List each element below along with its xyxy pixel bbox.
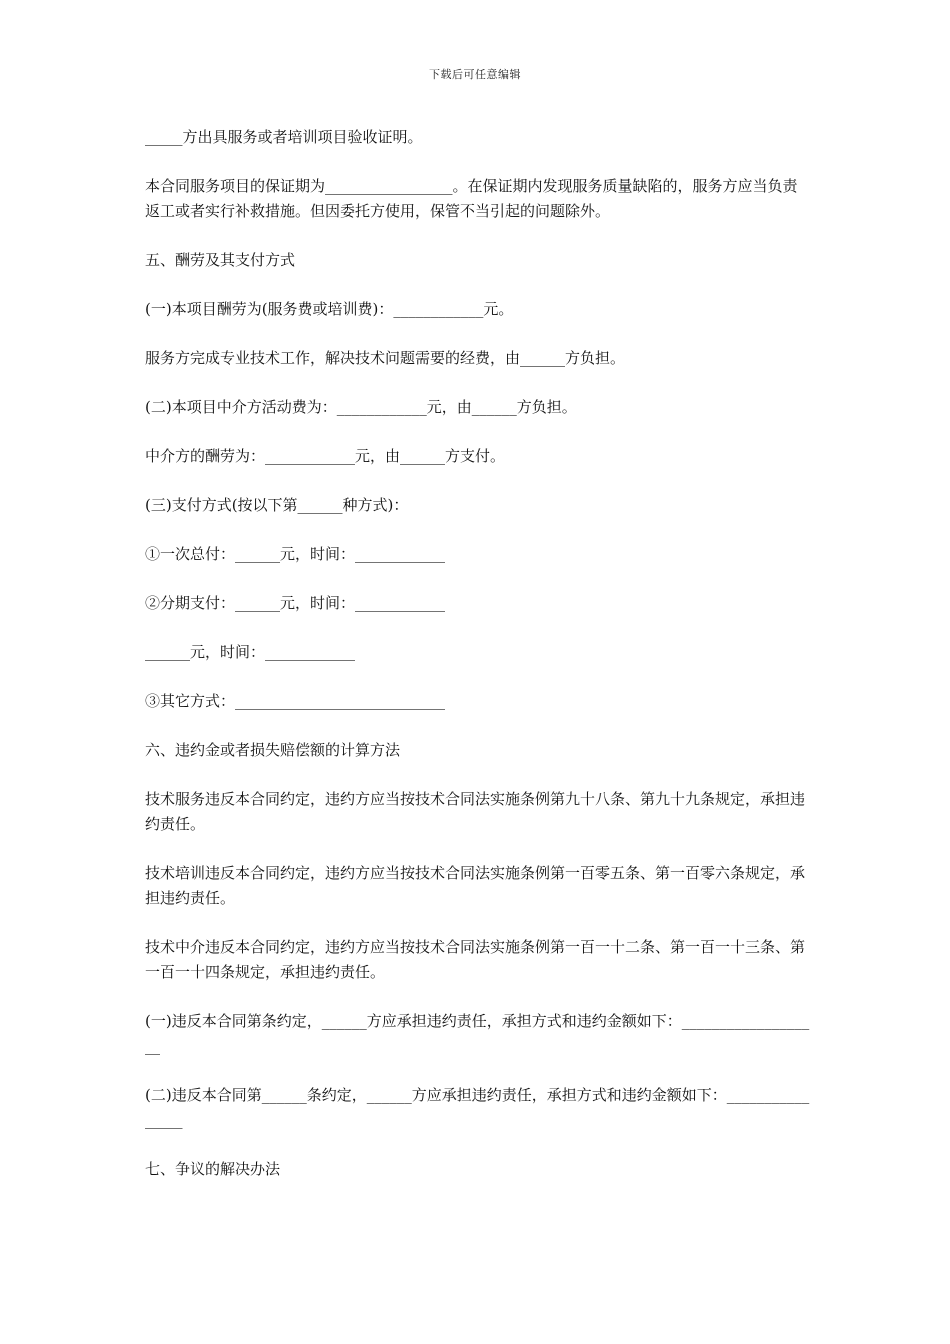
payment-option-installment-second: ______元，时间：____________	[145, 643, 356, 661]
section-heading-dispute: 七、争议的解决办法	[145, 1160, 281, 1178]
page-header: 下载后可任意编辑	[429, 68, 521, 81]
acceptance-certificate-clause: _____方出具服务或者培训项目验收证明。	[145, 128, 423, 146]
technical-expense-clause: 服务方完成专业技术工作，解决技术问题需要的经费，由______方负担。	[145, 349, 626, 367]
penalty-technical-service: 技术服务违反本合同约定，违约方应当按技术合同法实施条例第九十八条、第九十九条规定，承担违约责任。	[145, 790, 806, 833]
breach-clause-one: (一)违反本合同第条约定，______方应承担违约责任，承担方式和违约金额如下：___________________	[145, 1012, 810, 1055]
warranty-period-clause: 本合同服务项目的保证期为_________________。在保证期内发现服务质量缺陷的，服务方应当负责返工或者实行补救措施。但因委托方使用，保管不当引起的问题除外。	[145, 177, 798, 220]
intermediary-fee-clause: (二)本项目中介方活动费为：____________元，由______方负担。	[145, 398, 577, 416]
intermediary-remuneration-clause: 中介方的酬劳为：____________元，由______方支付。	[145, 447, 506, 465]
breach-clause-two: (二)违反本合同第______条约定，______方应承担违约责任，承担方式和违约金额如下：________________	[145, 1086, 810, 1129]
document-body	[145, 125, 810, 1182]
penalty-technical-training: 技术培训违反本合同约定，违约方应当按技术合同法实施条例第一百零五条、第一百零六条规定，承担违约责任。	[145, 864, 806, 907]
payment-option-other: ③其它方式：____________________________	[145, 692, 446, 710]
payment-option-lump-sum: ①一次总付：______元，时间：____________	[145, 545, 446, 563]
remuneration-amount: (一)本项目酬劳为(服务费或培训费)：____________元。	[145, 300, 514, 318]
payment-method-heading: (三)支付方式(按以下第______种方式)：	[145, 496, 409, 514]
section-heading-remuneration: 五、酬劳及其支付方式	[145, 251, 296, 269]
penalty-technical-intermediary: 技术中介违反本合同约定，违约方应当按技术合同法实施条例第一百一十二条、第一百一十三条、第一百一十四条规定，承担违约责任。	[145, 938, 806, 981]
section-heading-penalty: 六、违约金或者损失赔偿额的计算方法	[145, 741, 401, 759]
payment-option-installment: ②分期支付：______元，时间：____________	[145, 594, 446, 612]
